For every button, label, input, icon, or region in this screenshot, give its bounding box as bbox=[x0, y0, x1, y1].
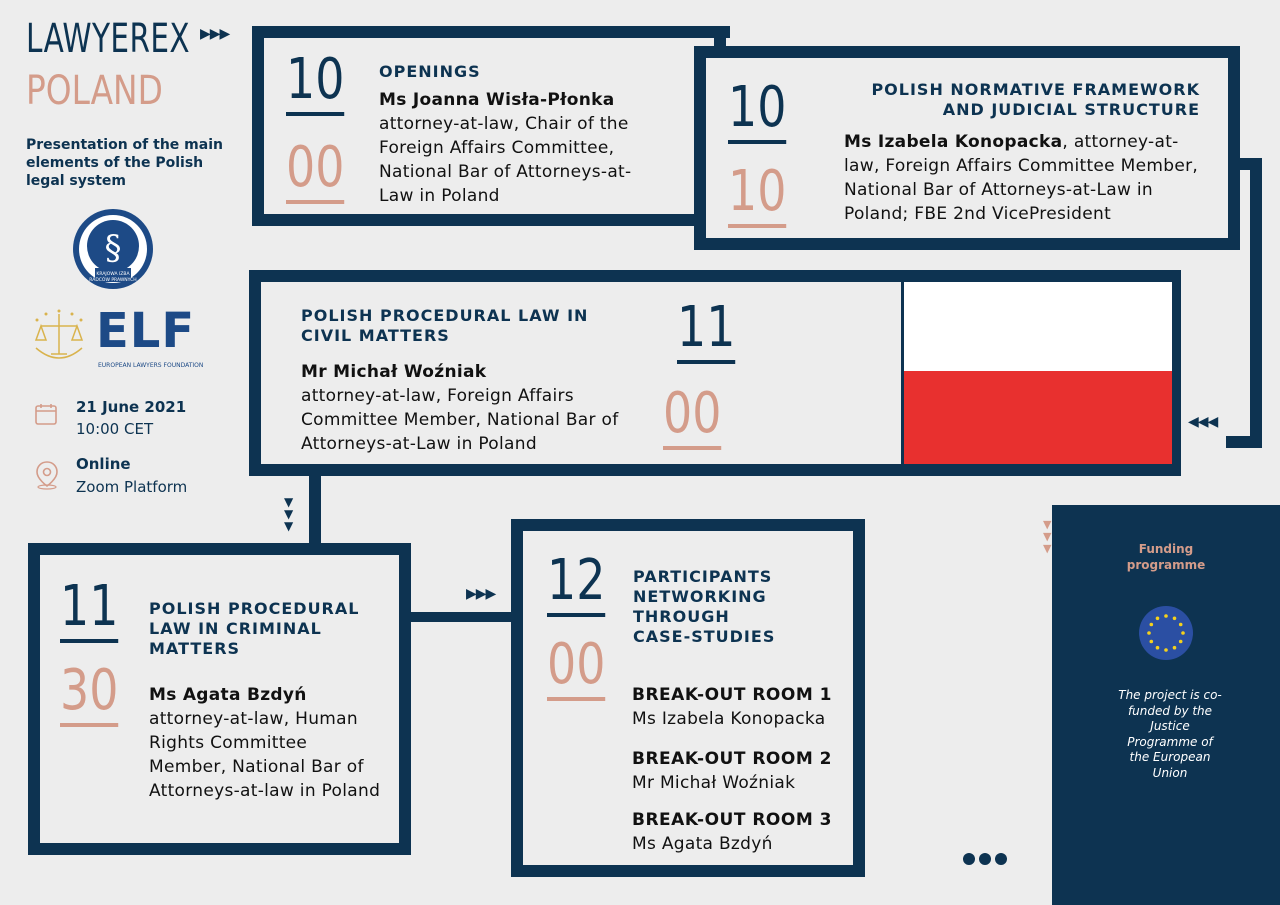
arrow-left-icon: ◀◀◀ bbox=[1188, 414, 1218, 430]
session-title: PARTICIPANTS NETWORKING THROUGH CASE-STUDIES bbox=[633, 567, 776, 646]
session-speaker: Ms Joanna Wisła-Płonka attorney-at-law, Chair of the Foreign Affairs Committee, National Bar of Attorneys-at-Law in Poland bbox=[379, 90, 632, 206]
arrow-right-icon: ▶▶▶ bbox=[466, 586, 496, 602]
eu-flag-icon bbox=[1138, 605, 1194, 665]
polish-flag bbox=[901, 282, 1172, 464]
event-platform: Zoom Platform bbox=[76, 478, 188, 496]
location-pin-icon bbox=[34, 460, 60, 494]
event-time: 10:00 CET bbox=[76, 420, 154, 438]
funding-arrows-icon: ▼ ▼ ▼ bbox=[1043, 518, 1052, 555]
session-minute: 00 bbox=[286, 140, 344, 204]
bar-seal-logo bbox=[68, 204, 158, 294]
session-speaker: Ms Agata Bzdyń attorney-at-law, Human Rights Committee Member, National Bar of Attorneys-at-law in Poland bbox=[149, 685, 381, 801]
tagline: Presentation of the main elements of the Polish legal system bbox=[26, 137, 223, 189]
elf-subtitle: EUROPEAN LAWYERS FOUNDATION bbox=[98, 362, 204, 369]
breakout-room-3: BREAK-OUT ROOM 3 Ms Agata Bzdyń bbox=[632, 810, 832, 854]
breakout-room-1: BREAK-OUT ROOM 1 Ms Izabela Konopacka bbox=[632, 685, 832, 729]
session-title: POLISH NORMATIVE FRAMEWORK AND JUDICIAL STRUCTURE bbox=[871, 80, 1200, 119]
session-speaker: Ms Izabela Konopacka, attorney-at-law, Foreign Affairs Committee Member, National Bar of Attorneys-at-Law in Poland; FBE 2nd VicePresident bbox=[844, 132, 1199, 224]
session-minute: 00 bbox=[663, 386, 721, 450]
brand-title: LAWYEREX bbox=[26, 16, 191, 62]
session-criminal-matters bbox=[28, 543, 411, 855]
funding-text: The project is co-funded by the Justice Programme of the European Union bbox=[1118, 688, 1222, 780]
session-openings bbox=[252, 26, 726, 226]
funding-panel bbox=[1043, 505, 1280, 905]
svg-text:§: § bbox=[104, 228, 122, 268]
session-speaker: Mr Michał Woźniak attorney-at-law, Foreign Affairs Committee Member, National Bar of Attorneys-at-Law in Poland bbox=[301, 362, 619, 454]
session-hour: 10 bbox=[286, 52, 344, 116]
brand-arrows: ▶▶▶ bbox=[200, 26, 230, 42]
session-minute: 10 bbox=[728, 164, 786, 228]
connector-down bbox=[309, 470, 321, 546]
connector-right-vertical bbox=[1250, 158, 1262, 448]
arrow-down-icon: ▼ ▼ ▼ bbox=[284, 495, 294, 533]
session-hour: 11 bbox=[677, 300, 735, 364]
session-hour: 11 bbox=[60, 579, 118, 643]
connector-mid bbox=[406, 612, 514, 622]
funding-title: Funding programme bbox=[1126, 542, 1206, 572]
session-normative-framework bbox=[694, 46, 1240, 250]
session-hour: 10 bbox=[728, 80, 786, 144]
session-networking bbox=[511, 519, 865, 877]
ellipsis-dots bbox=[962, 851, 1010, 870]
event-date: 21 June 2021 bbox=[76, 398, 187, 416]
session-title: OPENINGS bbox=[379, 62, 481, 81]
elf-logo: ELF bbox=[96, 303, 196, 359]
session-hour: 12 bbox=[547, 553, 605, 617]
svg-text:RADCÓW PRAWNYCH: RADCÓW PRAWNYCH bbox=[89, 278, 137, 283]
brand-country: POLAND bbox=[26, 68, 163, 114]
breakout-room-2: BREAK-OUT ROOM 2 Mr Michał Woźniak bbox=[632, 749, 832, 793]
calendar-icon bbox=[34, 402, 58, 430]
svg-text:KRAJOWA IZBA: KRAJOWA IZBA bbox=[96, 272, 130, 277]
event-place: Online bbox=[76, 455, 131, 473]
session-minute: 00 bbox=[547, 637, 605, 701]
lawyers-for-justice-logo bbox=[26, 304, 92, 370]
session-civil-matters bbox=[249, 270, 1181, 476]
session-minute: 30 bbox=[60, 663, 118, 727]
connector-right-bottom bbox=[1226, 436, 1262, 448]
session-title: POLISH PROCEDURAL LAW IN CIVIL MATTERS bbox=[301, 306, 589, 345]
session-title: POLISH PROCEDURAL LAW IN CRIMINAL MATTERS bbox=[149, 599, 360, 658]
